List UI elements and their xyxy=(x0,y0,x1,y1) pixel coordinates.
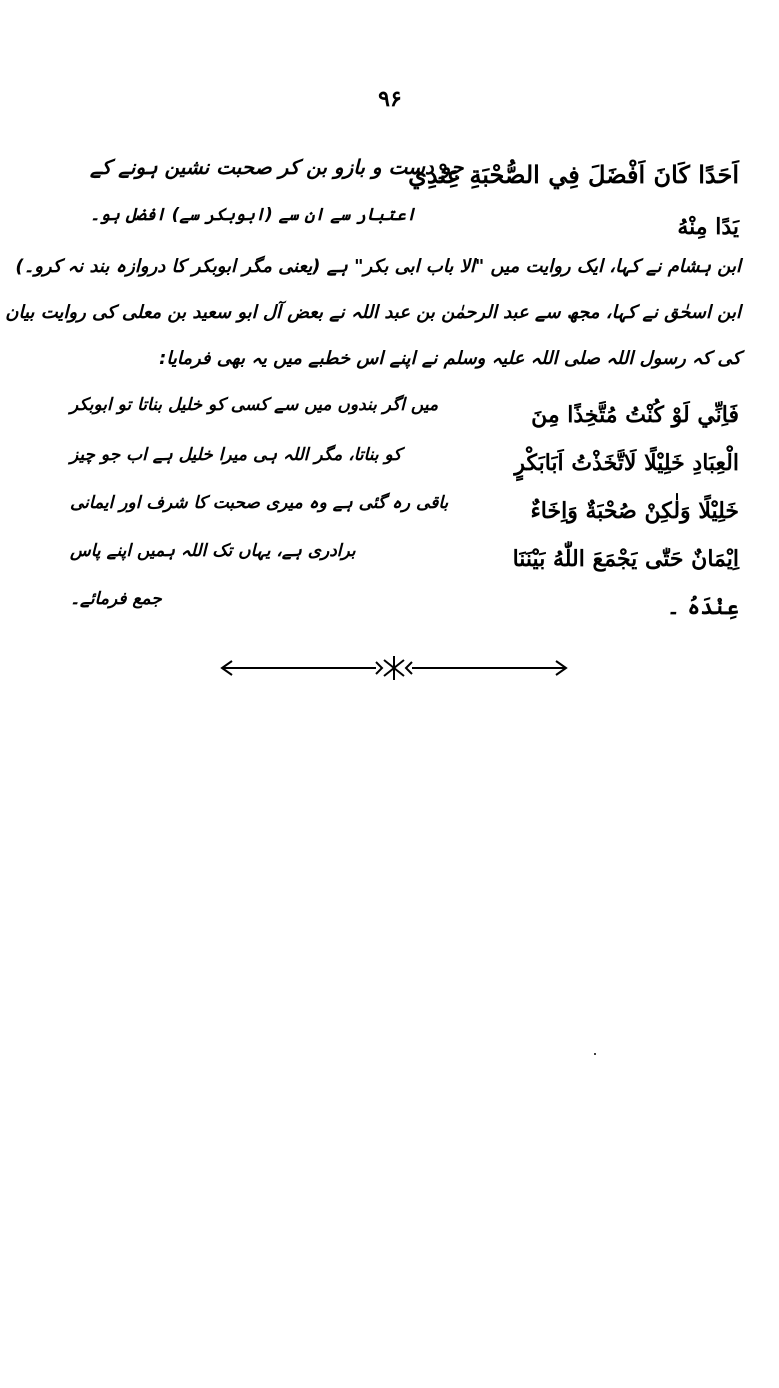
top-urdu-line-1: جو دست و بازو بن کر صحبت نشین ہونے کے xyxy=(90,155,464,179)
top-urdu-line-2: اعتبار سے ان سے (ابوبکر سے) افضل ہو۔ xyxy=(90,205,416,225)
paragraph-line-3: کی کہ رسول اللہ صلی اللہ علیہ وسلم نے اپنے اس خطبے میں یہ بھی فرمایا: xyxy=(159,348,741,369)
hadith-arabic-line-1: فَاِنِّي لَوْ كُنْتُ مُتَّخِذًا مِنَ xyxy=(531,402,739,428)
section-divider-ornament xyxy=(216,648,572,688)
hadith-arabic-line-2: الْعِبَادِ خَلِيْلًا لَاتَّخَذْتُ اَبَابَكْرٍ xyxy=(514,450,739,476)
hadith-urdu-line-2: کو بناتا، مگر اللہ ہی میرا خلیل ہے اب جو چیز xyxy=(70,445,402,465)
paragraph-line-2: ابن اسحٰق نے کہا، مجھ سے عبد الرحمٰن بن عبد اللہ نے بعض آل ابو سعید بن معلی کی روایت بیان xyxy=(5,302,741,323)
hadith-arabic-line-4: اِيْمَانٌ حَتّٰى يَجْمَعَ اللّٰهُ بَيْنَنَا xyxy=(512,546,739,572)
paragraph-line-1: ابن ہشام نے کہا، ایک روایت میں "الا باب ابی بکر" ہے (یعنی مگر ابوبکر کا دروازہ بند نہ کرو۔) xyxy=(15,256,741,277)
hadith-arabic-line-3: خَلِيْلًا وَلٰكِنْ صُحْبَةٌ وَاِخَاءٌ xyxy=(530,498,739,524)
hadith-urdu-line-5: جمع فرمائے۔ xyxy=(70,589,162,609)
hadith-urdu-line-1: میں اگر بندوں میں سے کسی کو خلیل بناتا تو ابوبکر xyxy=(70,395,439,415)
hadith-arabic-line-5: عِنْدَهُ ۔ xyxy=(666,594,739,620)
scan-speck xyxy=(594,1053,596,1055)
hadith-urdu-line-3: باقی رہ گئی ہے وہ میری صحبت کا شرف اور ایمانی xyxy=(70,493,449,513)
top-arabic-line-1: اَحَدًا كَانَ اَفْضَلَ فِي الصُّحْبَةِ عِنْدِي xyxy=(408,160,739,189)
page-number: ۹۶ xyxy=(378,86,402,112)
hadith-urdu-line-4: برادری ہے، یہاں تک اللہ ہمیں اپنے پاس xyxy=(70,541,356,561)
top-arabic-line-2: يَدًا مِنْهُ xyxy=(677,214,739,240)
